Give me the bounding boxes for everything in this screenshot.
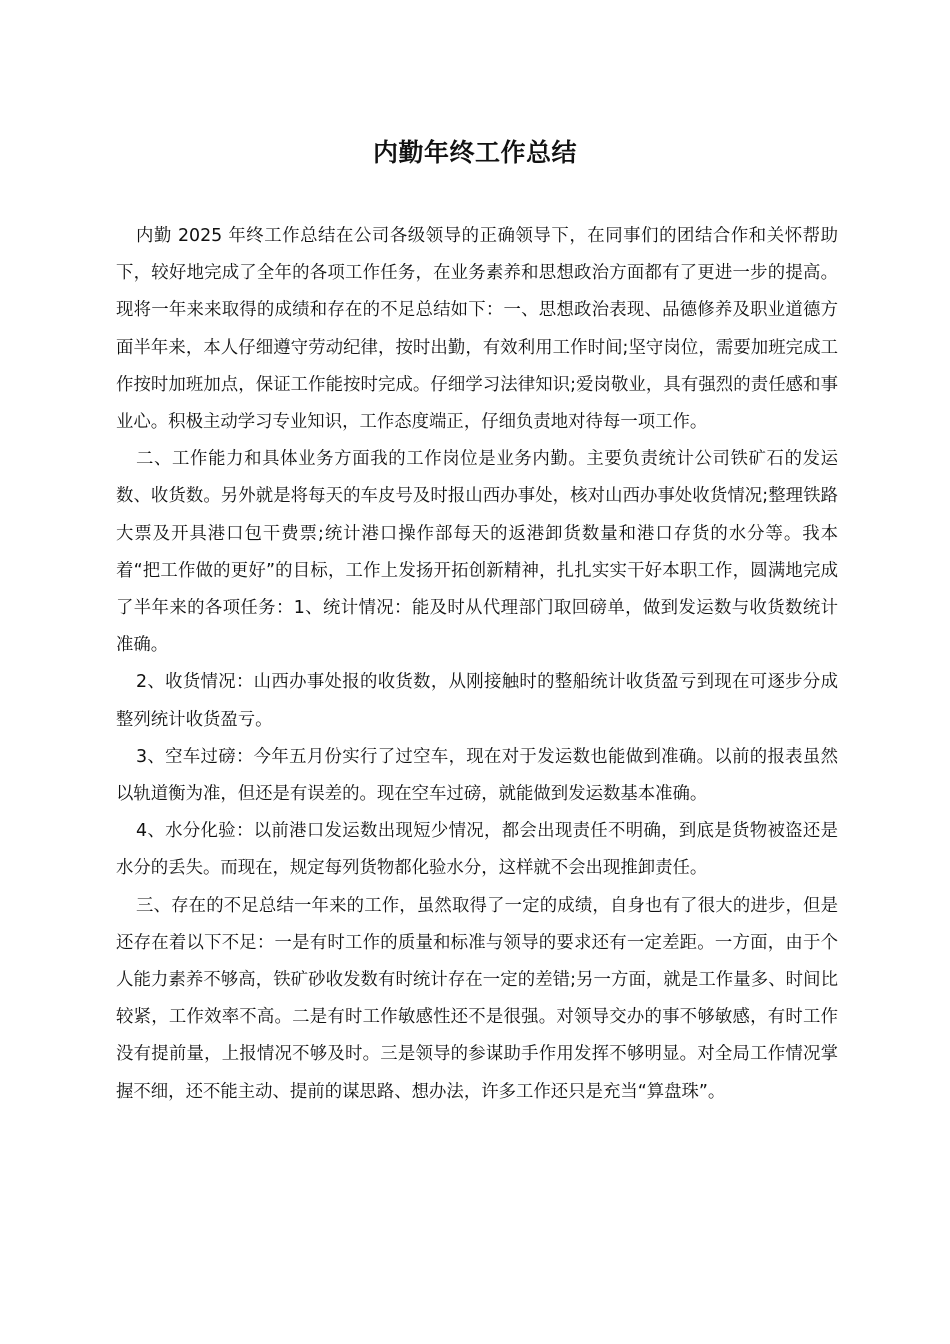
paragraph-receiving: 2、收货情况：山西办事处报的收货数，从刚接触时的整船统计收货盈亏到现在可逐步分成整列统计收货盈亏。 <box>116 672 838 730</box>
paragraph-shortcomings: 三、存在的不足总结一年来的工作，虽然取得了一定的成绩，自身也有了很大的进步，但是还存在着以下不足：一是有时工作的质量和标准与领导的要求还有一定差距。一方面，由于个人能力素养不够高，铁矿砂收发数有时统计存在一定的差错;另一方面，就是工作量多、时间比较紧，工作效率不高。二是有时工作敏感性还不是很强。对领导交办的事不够敏感，有时工作没有提前量，上报情况不够及时。三是领导的参谋助手作用发挥不够明显。对全局工作情况掌握不细，还不能主动、提前的谋思路、想办法，许多工作还只是充当“算盘珠”。 <box>116 895 838 1102</box>
paragraph-work-ability: 二、工作能力和具体业务方面我的工作岗位是业务内勤。主要负责统计公司铁矿石的发运数、收货数。另外就是将每天的车皮号及时报山西办事处，核对山西办事处收货情况;整理铁路大票及开具港口包干费票;统计港口操作部每天的返港卸货数量和港口存货的水分等。我本着“把工作做的更好”的目标，工作上发扬开拓创新精神，扎扎实实干好本职工作，圆满地完成了半年来的各项任务：1、统计情况：能及时从代理部门取回磅单，做到发运数与收货数统计准确。 <box>116 449 838 656</box>
paragraph-moisture-testing: 4、水分化验：以前港口发运数出现短少情况，都会出现责任不明确，到底是货物被盗还是水分的丢失。而现在，规定每列货物都化验水分，这样就不会出现推卸责任。 <box>116 821 838 879</box>
document-title: 内勤年终工作总结 <box>372 138 577 167</box>
document-body <box>116 218 838 1111</box>
paragraph-intro: 内勤 2025 年终工作总结在公司各级领导的正确领导下，在同事们的团结合作和关怀帮助下，较好地完成了全年的各项工作任务，在业务素养和思想政治方面都有了更进一步的提高。现将一年来来取得的成绩和存在的不足总结如下：一、思想政治表现、品德修养及职业道德方面半年来，本人仔细遵守劳动纪律，按时出勤，有效利用工作时间;坚守岗位，需要加班完成工作按时加班加点，保证工作能按时完成。仔细学习法律知识;爱岗敬业，具有强烈的责任感和事业心。积极主动学习专业知识，工作态度端正，仔细负责地对待每一项工作。 <box>116 226 838 433</box>
paragraph-empty-weighing: 3、空车过磅：今年五月份实行了过空车，现在对于发运数也能做到准确。以前的报表虽然以轨道衡为准，但还是有误差的。现在空车过磅，就能做到发运数基本准确。 <box>116 746 838 805</box>
